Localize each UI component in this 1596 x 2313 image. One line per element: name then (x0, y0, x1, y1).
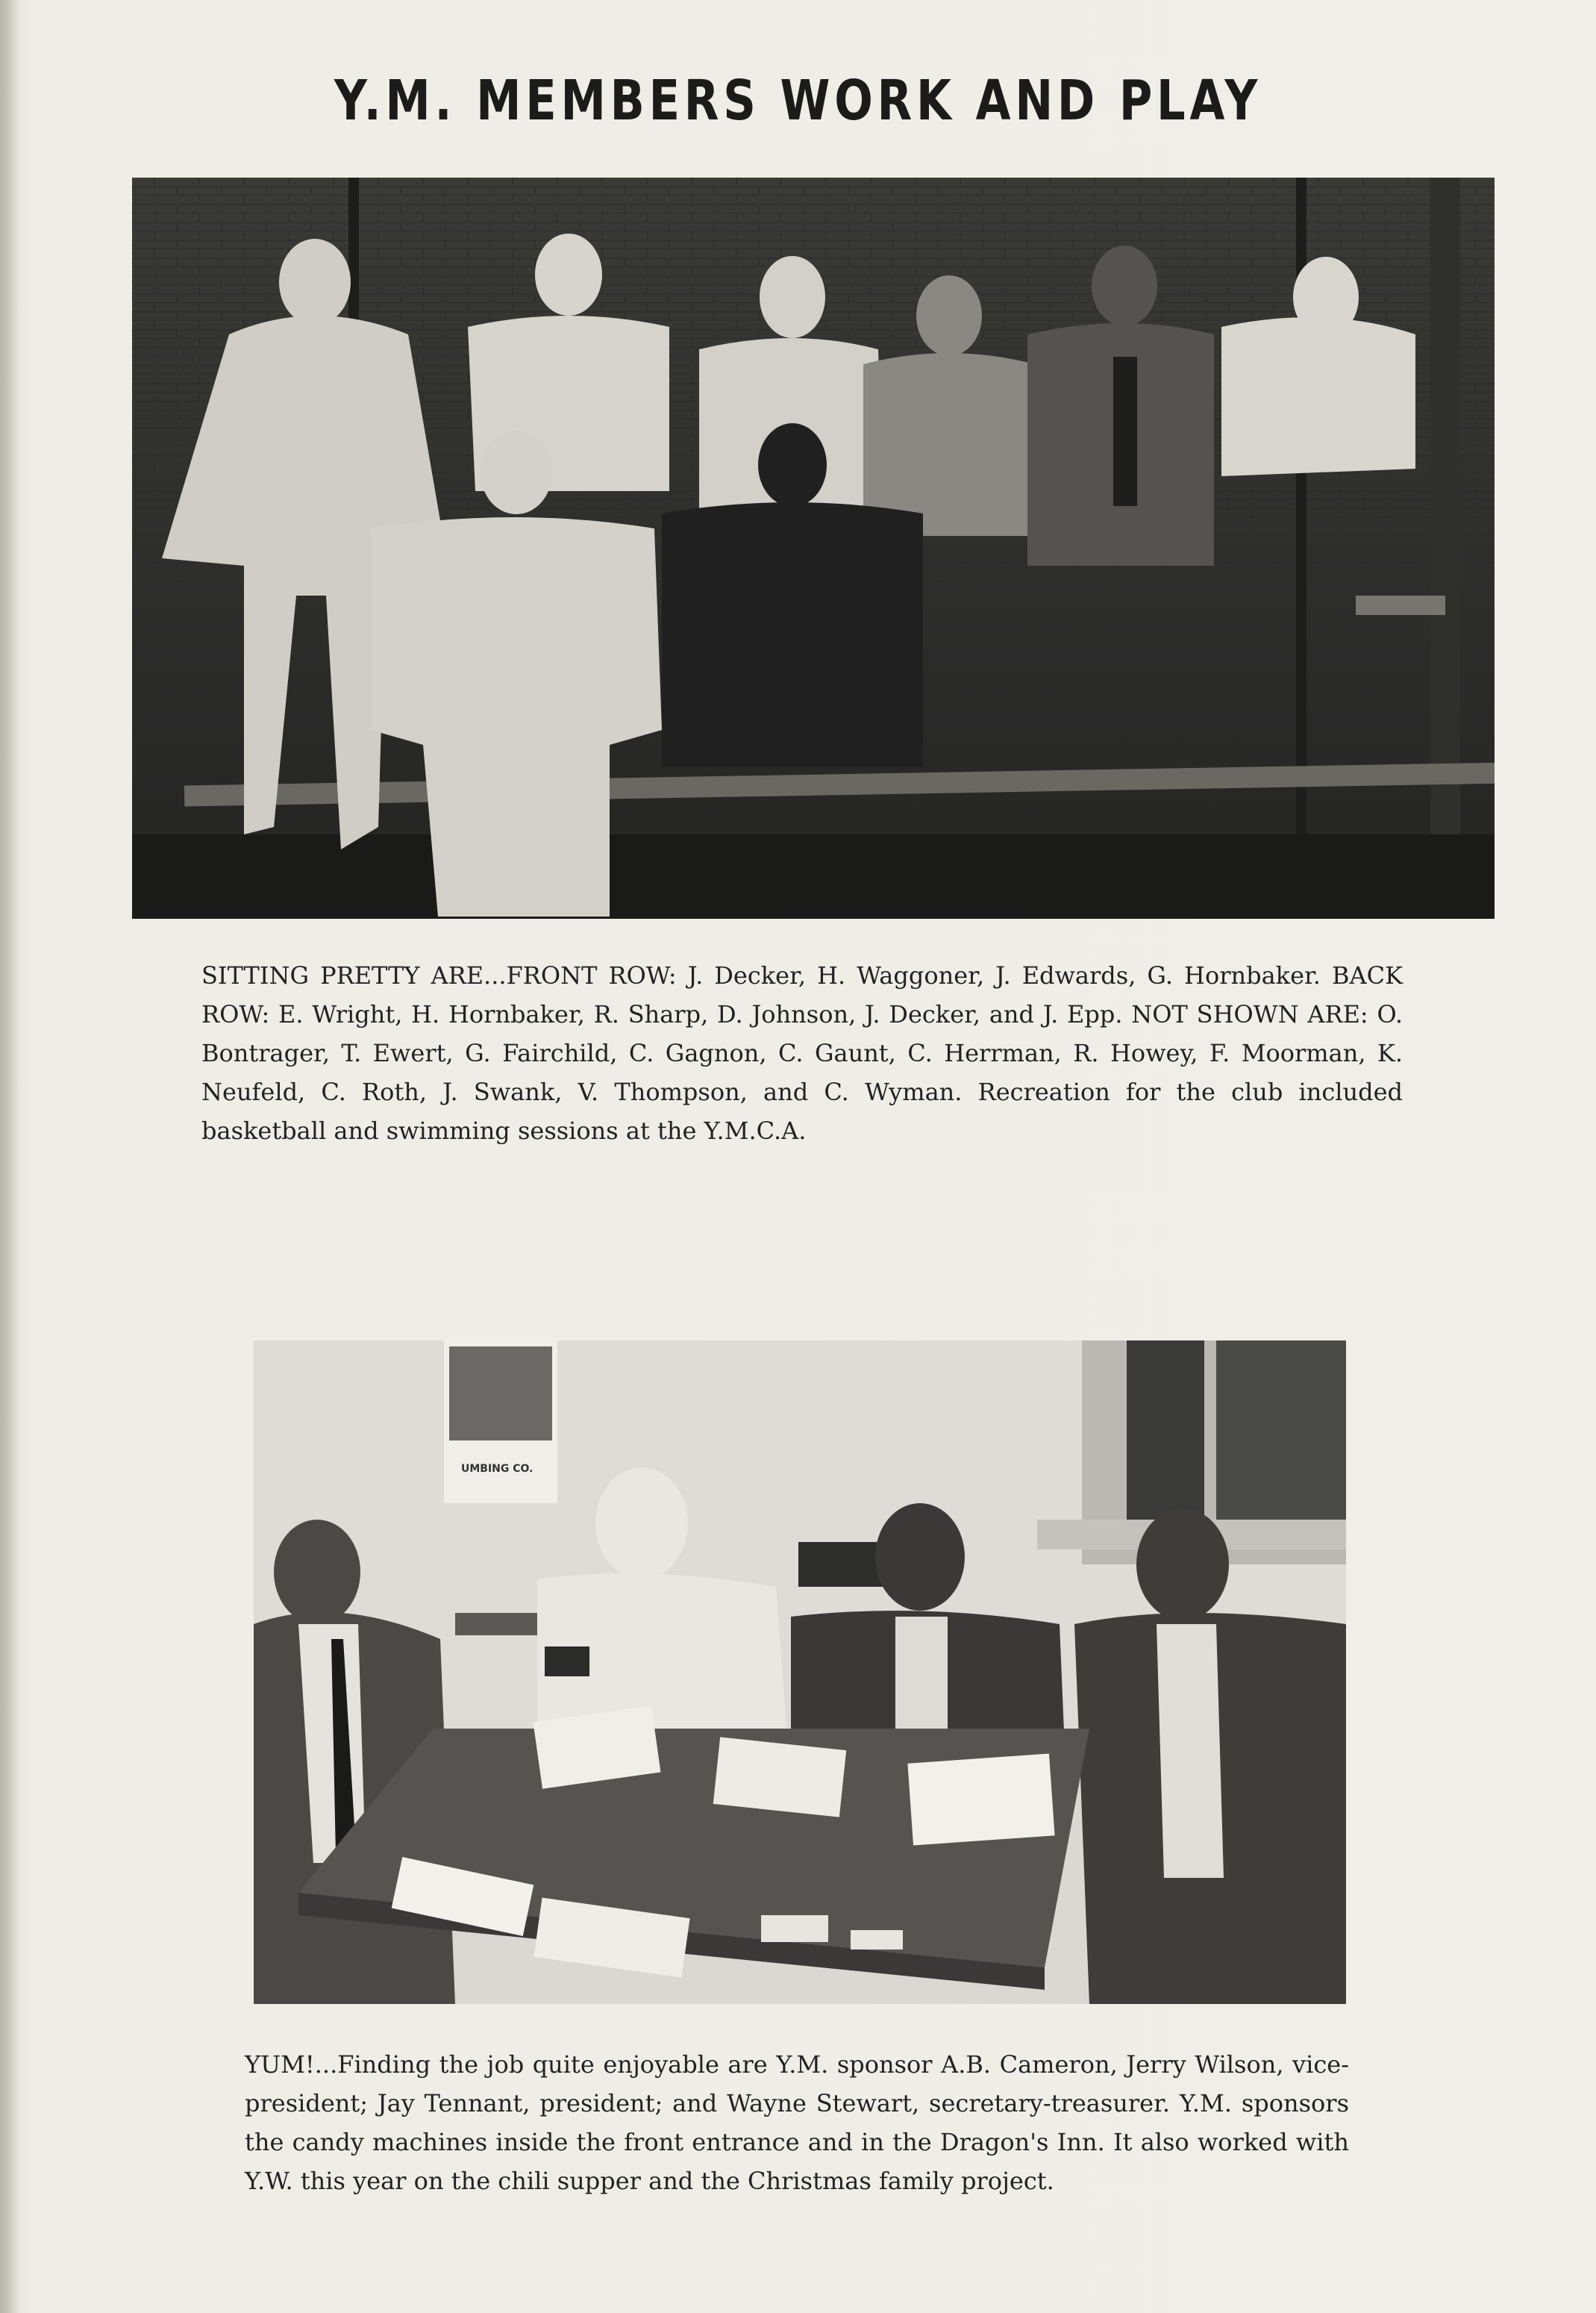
officers-photo-image (254, 1340, 1346, 2004)
group-photo-caption (201, 956, 1403, 1150)
officers-photo-caption-text: YUM!...Finding the job quite enjoyable are Y.M. sponsor A.B. Cameron, Jerry Wilson, vice-president; Jay Tennant, president; and Wayne Stewart, secretary-treasurer. Y.M. sponsors the candy machines inside the front entrance and in the Dragon's Inn. It also worked with Y.W. this year on the chili supper and the Christmas family project. (245, 2050, 1349, 2195)
page-title: Y.M. MEMBERS WORK AND PLAY (334, 69, 1262, 133)
group-photo-image (132, 178, 1495, 919)
binding-shadow (0, 0, 19, 2313)
officers-photo (254, 1340, 1346, 2004)
poster-text: UMBING CO. (461, 1463, 533, 1475)
group-photo (132, 178, 1495, 919)
officers-photo-caption (245, 2045, 1349, 2200)
group-photo-caption-text: SITTING PRETTY ARE...FRONT ROW: J. Decker, H. Waggoner, J. Edwards, G. Hornbaker. BACK ROW: E. Wright, H. Hornbaker, R. Sharp, D. Johnson, J. Decker, and J. Epp. NOT SHOWN ARE: O. Bontrager, T. Ewert, G. Fairchild, C. Gagnon, C. Gaunt, C. Herrman, R. Howey, F. Moorman, K. Neufeld, C. Roth, J. Swank, V. Thompson, and C. Wyman. Recreation for the club included basketball and swimming sessions at the Y.M.C.A. (201, 961, 1403, 1145)
